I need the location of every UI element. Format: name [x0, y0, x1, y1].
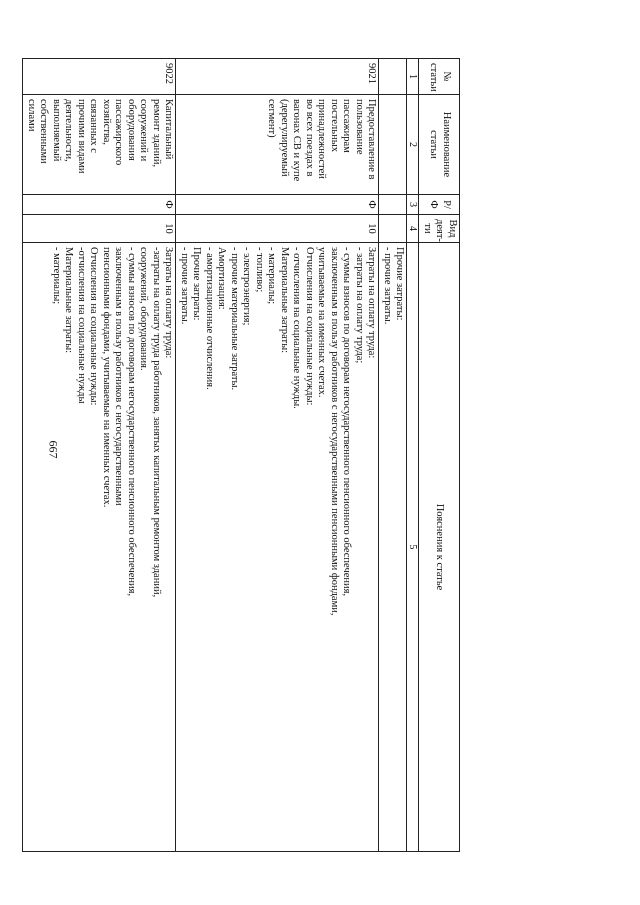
- explanation-line: сооружений, оборудования.: [138, 247, 150, 371]
- explanation-cell: [23, 243, 176, 852]
- explanation-line: Материальные затраты:: [279, 247, 290, 354]
- item-name-cell: [379, 95, 407, 195]
- header-rf: Р/Ф: [419, 195, 460, 215]
- column-number: 5: [407, 243, 419, 852]
- explanation-line: -отчисления на социальные нужды: [76, 247, 87, 404]
- header-row: [419, 59, 460, 852]
- header-explanation: Пояснения к статье: [419, 243, 460, 852]
- explanation-line: Материальные затраты:: [63, 247, 75, 354]
- cost-items-table: [23, 58, 461, 852]
- item-name-cell: Капитальный ремонт зданий, сооружений и оборудования пассажирского хозяйства, связанных с прочими видами деятельности, выполняемый собственными силами: [23, 95, 176, 195]
- table-row: [379, 59, 407, 852]
- rf-cell: Ф: [23, 195, 176, 215]
- column-number: 2: [407, 95, 419, 195]
- column-number: 4: [407, 215, 419, 243]
- explanation-line: Затраты на оплату труда:: [366, 247, 378, 359]
- activity-type-cell: 10: [23, 215, 176, 243]
- explanation-line: - материалы;: [51, 247, 62, 305]
- explanation-line: - материалы;: [266, 247, 278, 305]
- page-number: 667: [46, 440, 61, 459]
- explanation-line: - отчисления на социальные нужды.: [291, 247, 303, 409]
- explanation-line: - прочие материальные затраты.: [229, 247, 240, 391]
- item-name-cell: Предоставление в пользование пассажирам постельных принадлежностей во всех поездах в вагонах СВ и купе (дерегулируемый сегмент): [176, 95, 379, 195]
- column-number: 1: [407, 59, 419, 95]
- item-number-cell: 9021: [176, 59, 379, 95]
- rf-cell: [379, 195, 407, 215]
- activity-type-cell: [379, 215, 407, 243]
- explanation-line: - электроэнергия;: [241, 247, 253, 326]
- explanation-cell: [176, 243, 379, 852]
- explanation-line: - топливо;: [254, 247, 265, 293]
- explanation-line: - прочие затраты.: [179, 247, 190, 325]
- activity-type-cell: 10: [176, 215, 379, 243]
- explanation-line: - амортизационные отчисления.: [204, 247, 215, 390]
- explanation-line: заключенным в пользу работников с негосударственными: [113, 247, 125, 506]
- explanation-line: пенсионными фондами, учитываемые на именных счетах.: [101, 247, 112, 508]
- explanation-line: -затраты на оплату труда работников, занятых капитальным ремонтом зданий,: [151, 247, 162, 598]
- table-body: [23, 59, 407, 852]
- item-number-cell: 9022: [23, 59, 176, 95]
- explanation-line: учитываемые на именных счетах.: [316, 247, 328, 398]
- column-number-row: [407, 59, 419, 852]
- explanation-line: - прочие затраты.: [382, 247, 393, 325]
- explanation-line: заключенным в пользу работников с негосударственными пенсионными фондами,: [329, 247, 340, 616]
- table-row: [23, 59, 176, 852]
- explanation-line: - суммы взносов по договорам негосударственного пенсионного обеспечения,: [341, 247, 353, 597]
- explanation-line: Прочие затраты:: [191, 247, 203, 321]
- explanation-line: Отчисления на социальные нужды:: [304, 247, 315, 406]
- explanation-cell: [379, 243, 407, 852]
- explanation-line: Амортизация:: [216, 247, 228, 310]
- header-item-number: № статьи: [419, 59, 460, 95]
- explanation-line: Затраты на оплату труда:: [163, 247, 175, 359]
- header-item-name: Наименование статьи: [419, 95, 460, 195]
- explanation-line: - суммы взносов по договорам негосударственного пенсионного обеспечения,: [126, 247, 137, 597]
- item-number-cell: [379, 59, 407, 95]
- table-row: [176, 59, 379, 852]
- explanation-line: Прочие затраты:: [394, 247, 406, 321]
- rf-cell: Ф: [176, 195, 379, 215]
- column-number: 3: [407, 195, 419, 215]
- header-activity-type: Вид деят-ти: [419, 215, 460, 243]
- explanation-line: Отчисления на социальные нужды:: [88, 247, 100, 406]
- explanation-line: - затраты на оплату труда;: [354, 247, 365, 364]
